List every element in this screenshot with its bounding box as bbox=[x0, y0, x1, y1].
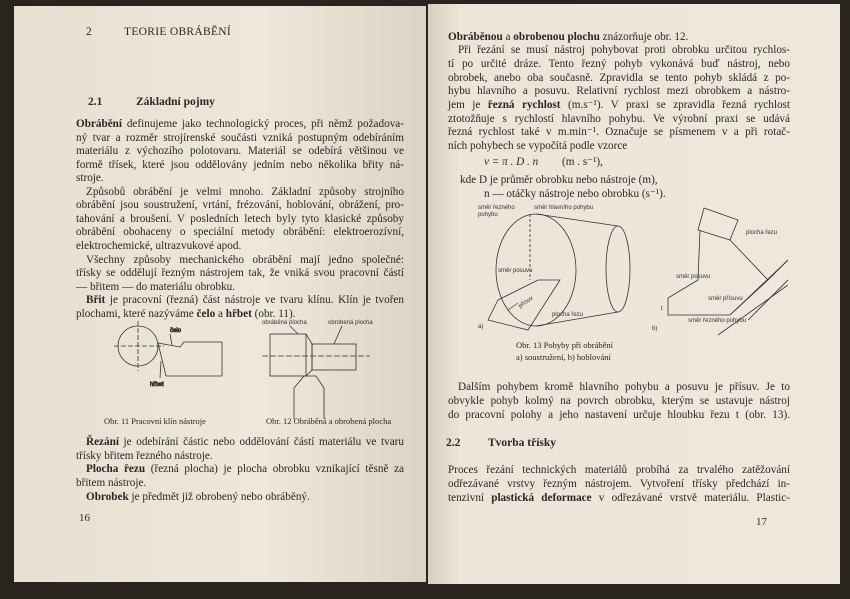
text-line bbox=[448, 409, 790, 422]
text-line bbox=[448, 113, 790, 126]
text-line bbox=[448, 58, 790, 71]
figure-11-caption: Obr. 11 Pracovní klín nástroje bbox=[104, 416, 206, 426]
label-prisuv: přísuv bbox=[517, 295, 535, 310]
text-line bbox=[86, 463, 404, 476]
text-line bbox=[76, 450, 404, 463]
text-line bbox=[76, 145, 404, 158]
text-run: plochami, které nazýváme bbox=[76, 308, 197, 320]
text-run: jem je bbox=[448, 99, 488, 111]
text-line bbox=[76, 240, 404, 253]
text-line bbox=[76, 267, 404, 280]
text-run: Všechny způsoby mechanického obrábění mají jedno společné: bbox=[86, 254, 404, 266]
text-run: třísky se oddělují řezným nástrojem tak, že vniká svou pracovní částí bbox=[76, 267, 404, 279]
text-line bbox=[86, 436, 404, 449]
text-line bbox=[448, 99, 790, 112]
left-page bbox=[14, 6, 426, 582]
text-line bbox=[448, 478, 790, 491]
text-run: stroje. bbox=[76, 172, 104, 184]
text-line bbox=[448, 395, 790, 408]
label-obrobena-plocha: obrobená plocha bbox=[328, 320, 373, 326]
bold-term: řezná rychlost bbox=[487, 99, 561, 111]
text-line bbox=[448, 464, 790, 477]
label-plocha-rezu-a: plocha řezu bbox=[552, 312, 584, 318]
text-run: ztotožňuje s rychlostí hlavního pohybu. Ve výrobní praxi se udává bbox=[448, 113, 790, 125]
text-run: do pracovní polohy a jeho nastavení určuje hloubku řezu t (obr. 13). bbox=[448, 409, 790, 421]
text-run: hybu hlavního a posuvu. Relativní rychlost mezi obrobkem a nástro- bbox=[448, 85, 790, 97]
text-run: je pracovní (řezná) část nástroje ve tvaru klínu. Klín je tvořen bbox=[105, 294, 404, 306]
bold-term: Řezání bbox=[86, 436, 119, 448]
section-title: Základní pojmy bbox=[136, 96, 215, 108]
text-line bbox=[448, 126, 790, 139]
label-celo: čelo bbox=[170, 328, 182, 334]
text-run: třísky břitem řezného nástroje. bbox=[76, 450, 213, 462]
text-run: materiálu z výchozího polotovaru. Materiál se odebírá většinou ve bbox=[76, 145, 404, 157]
figure-12 bbox=[260, 314, 380, 419]
text-run: (m.s⁻¹). V praxi se zpravidla řezná rychlost bbox=[560, 99, 791, 111]
text-line bbox=[448, 140, 790, 153]
text-line bbox=[76, 213, 404, 226]
text-run: a bbox=[502, 31, 514, 43]
label-b: b) bbox=[652, 326, 658, 332]
text-line bbox=[458, 381, 790, 394]
text-run: Dalším pohybem kromě hlavního pohybu a posuvu je přísuv. Je to bbox=[458, 381, 790, 393]
text-line bbox=[86, 294, 404, 307]
text-run: odřezávané vrstvy řezným nástrojem. Vytvoření třísky předchází in- bbox=[448, 478, 790, 490]
bold-term: plastická deformace bbox=[491, 492, 592, 504]
text-line bbox=[86, 254, 404, 267]
running-head-number: 2 bbox=[86, 26, 93, 38]
text-run: obrobek, anebo oba současně. Zpravidla se tento pohyb skládá z po- bbox=[448, 72, 790, 84]
text-run: Způsobů obrábění je velmi mnoho. Základní způsoby strojního bbox=[86, 186, 404, 198]
bold-term: Obrábění bbox=[76, 118, 123, 130]
text-run: obvykle pohyb kolmý na povrch obrobku, kterým se ustavuje nástroj bbox=[448, 395, 790, 407]
running-head-title: TEORIE OBRÁBĚNÍ bbox=[124, 26, 232, 38]
text-line bbox=[448, 31, 790, 44]
text-run: formě třísek, které jsou oddělovány jedním nebo několika břity ná- bbox=[76, 159, 404, 171]
text-line bbox=[448, 72, 790, 85]
where-n: n — otáčky nástroje nebo obrobku (s⁻¹). bbox=[484, 188, 666, 200]
label-hrbet: hřbet bbox=[150, 382, 164, 388]
right-page bbox=[428, 4, 840, 584]
text-run: obrábění jsou soustružení, vrtání, frézování, hoblování, obrážení, pro- bbox=[76, 199, 404, 211]
figure-13 bbox=[468, 200, 788, 340]
text-line bbox=[76, 199, 404, 212]
text-line bbox=[458, 44, 790, 57]
bold-term: Obrobek bbox=[86, 491, 129, 503]
text-run: ný tvar a rozměr strojírenské součásti vzniká postupným odebíráním bbox=[76, 132, 404, 144]
label-smer-hlavniho: směr hlavního pohybu bbox=[534, 205, 594, 211]
text-line bbox=[448, 85, 790, 98]
where-d: kde D je průměr obrobku nebo nástroje (m), bbox=[460, 174, 658, 186]
text-run: — břitem — do materiálu obrobku. bbox=[76, 281, 236, 293]
text-run: břitem nástroje. bbox=[76, 477, 147, 489]
text-run: elektrochemické, ultrazvukové apod. bbox=[76, 240, 242, 252]
text-line bbox=[76, 477, 404, 490]
text-line bbox=[76, 159, 404, 172]
text-run: definujeme jako technologický proces, při němž požadova- bbox=[122, 118, 404, 130]
label-smer-rezneho: směr řezného bbox=[478, 205, 515, 211]
figure-13-caption-2: a) soustružení, b) hoblování bbox=[516, 352, 611, 362]
text-line bbox=[76, 281, 404, 294]
text-line bbox=[86, 491, 404, 504]
section-number: 2.1 bbox=[88, 96, 103, 108]
text-run: obrábění obohaceny o speciální metody obrábění: elektroerozívní, bbox=[76, 226, 404, 238]
text-line bbox=[76, 226, 404, 239]
label-a: a) bbox=[478, 324, 484, 330]
text-run: znázorňuje obr. 12. bbox=[599, 31, 689, 43]
bold-term: čelo bbox=[196, 308, 216, 320]
text-run: Proces řezání technických materiálů probíhá za trvalého zatěžování bbox=[448, 464, 790, 476]
text-run: tahování a broušení. V posledních letech byly tyto klasické způsoby bbox=[76, 213, 404, 225]
text-run: řezná rychlost také v m.min⁻¹. Označuje se písmenem v a při rotač- bbox=[448, 126, 790, 138]
text-run: Při řezání se musí nástroj pohybovat proti obrobku určitou rychlos- bbox=[458, 44, 790, 56]
text-run: a bbox=[215, 308, 226, 320]
text-run: je předmět již obrobený nebo obráběný. bbox=[128, 491, 310, 503]
text-run: v odřezávané vrstvě materiálu. Plastic- bbox=[591, 492, 790, 504]
label-smer-prisuvu: směr přísuvu bbox=[708, 296, 743, 302]
bold-term: Obráběnou bbox=[448, 31, 503, 43]
section-title-2: Tvorba třísky bbox=[488, 437, 557, 449]
formula-unit: (m . s⁻¹), bbox=[562, 156, 603, 168]
bold-term: Břit bbox=[86, 294, 106, 306]
label-plocha-rezu-b: plocha řezu bbox=[746, 230, 778, 236]
text-run: je odebírání částic nebo oddělování částí materiálu ve tvaru bbox=[118, 436, 404, 448]
text-run: tenzivní bbox=[448, 492, 492, 504]
text-run: (obr. 11). bbox=[251, 308, 296, 320]
label-smer-posuvu-b: směr posuvu bbox=[676, 274, 711, 280]
figure-12-caption: Obr. 12 Obráběná a obrobená plocha bbox=[266, 416, 392, 426]
text-line bbox=[86, 186, 404, 199]
figure-11 bbox=[114, 316, 244, 396]
page-number: 16 bbox=[79, 512, 90, 524]
section-number-2: 2.2 bbox=[446, 437, 461, 449]
text-line bbox=[76, 118, 404, 131]
text-line bbox=[448, 492, 790, 505]
label-t: t bbox=[661, 306, 663, 312]
text-line bbox=[76, 172, 404, 185]
page-number-right: 17 bbox=[756, 516, 767, 528]
bold-term: obrobenou plochu bbox=[513, 31, 600, 43]
figure-13-caption-1: Obr. 13 Pohyby při obrábění bbox=[516, 340, 614, 350]
formula: v = π . D . n bbox=[484, 156, 539, 168]
bold-term: Plocha řezu bbox=[86, 463, 146, 475]
bold-term: hřbet bbox=[225, 308, 252, 320]
text-run: tí po určité dráze. Tento řezný pohyb vykonává buď nástroj, nebo bbox=[448, 58, 790, 70]
label-pohybu: pohybu bbox=[478, 212, 498, 218]
label-obrabena-plocha: obráběná plocha bbox=[262, 320, 307, 326]
text-run: ních pohybech se vypočítá podle vzorce bbox=[448, 140, 628, 152]
label-smer-rezneho-b: směr řezného pohybu bbox=[688, 318, 747, 324]
label-smer-posuvu-a: směr posuvu bbox=[498, 268, 533, 274]
text-line bbox=[76, 132, 404, 145]
text-run: (řezná plocha) je plocha obrobku vznikající těsně za bbox=[145, 463, 405, 475]
